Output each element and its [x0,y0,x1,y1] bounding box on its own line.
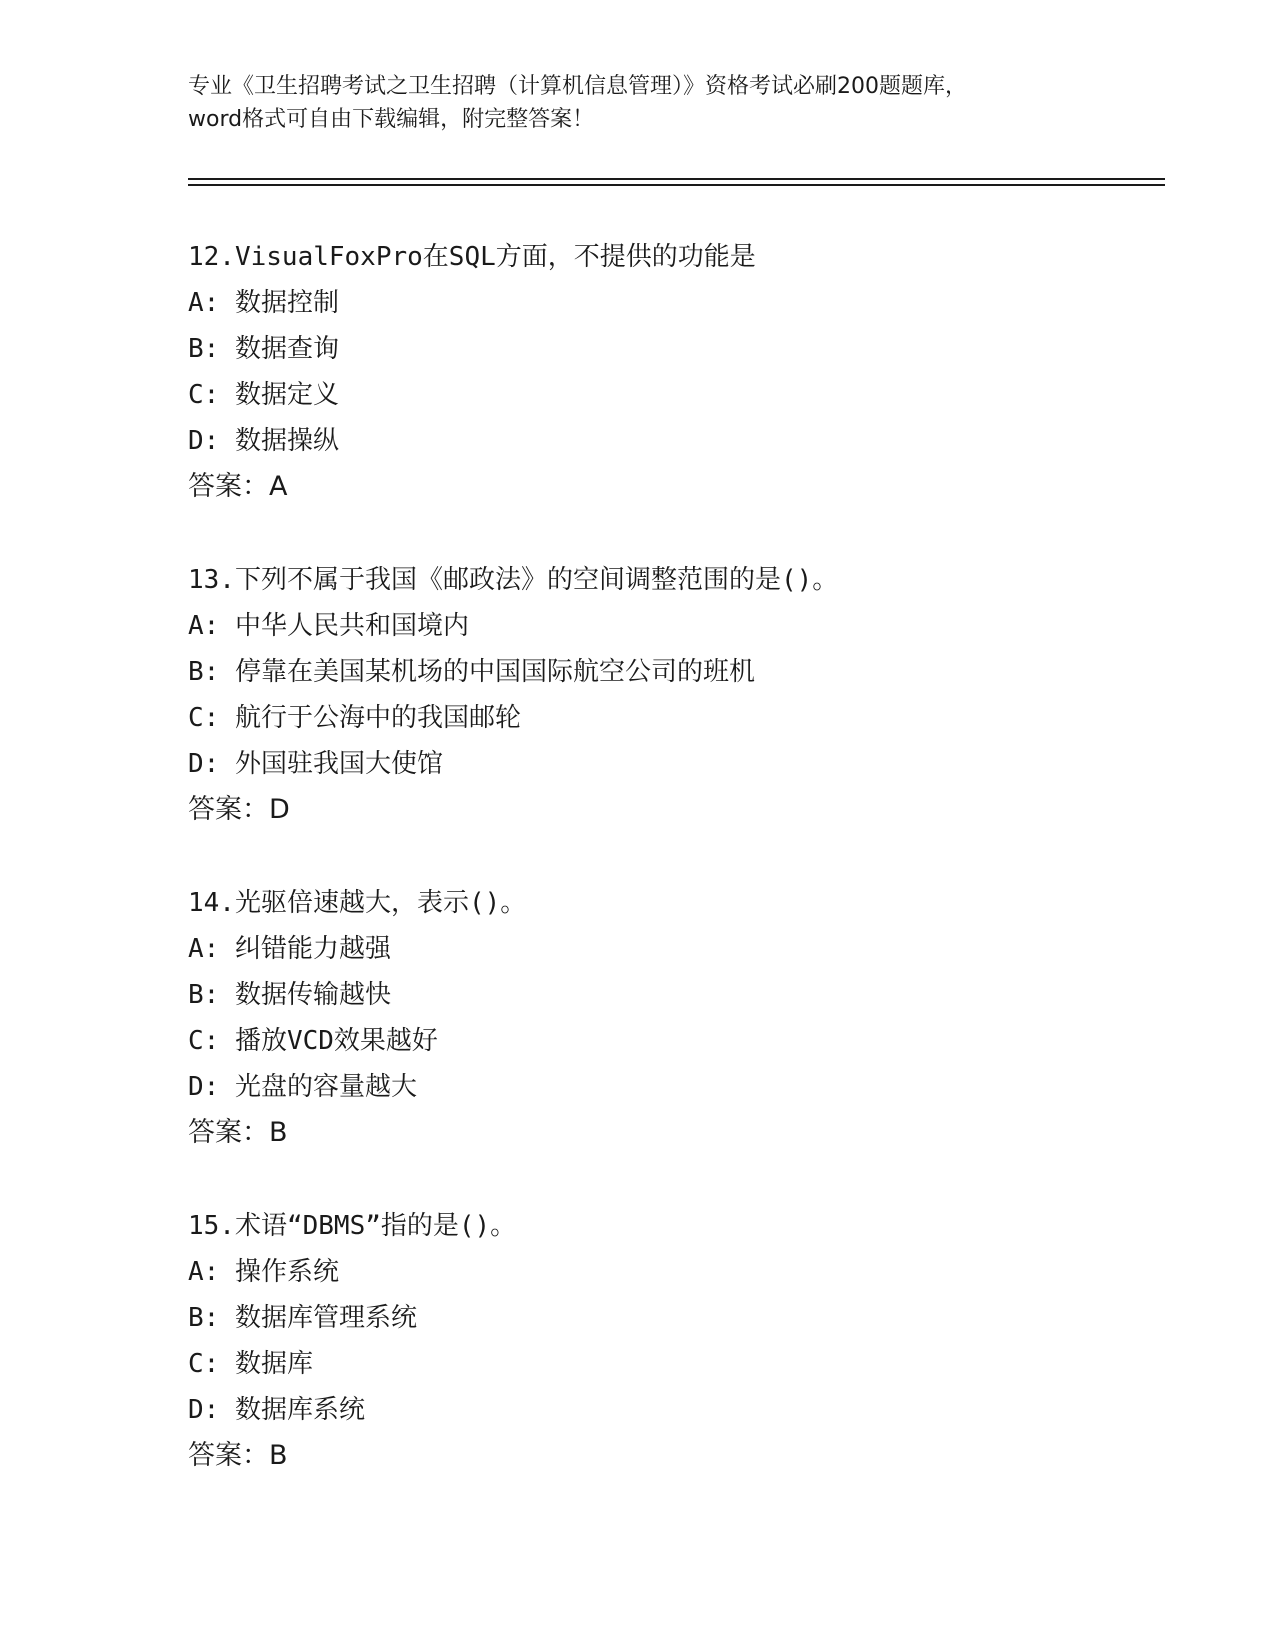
option-a: A: 纠错能力越强 [188,934,391,964]
question-stem: 15.术语“DBMS”指的是()。 [188,1211,517,1241]
answer: 答案：B [188,1117,288,1148]
option-c: C: 数据定义 [188,380,339,410]
option-d: D: 数据库系统 [188,1395,365,1425]
option-d: D: 外国驻我国大使馆 [188,749,443,779]
question-stem: 12.VisualFoxPro在SQL方面，不提供的功能是 [188,242,756,272]
answer: 答案：A [188,471,288,502]
option-c: C: 航行于公海中的我国邮轮 [188,703,521,733]
question-stem: 14.光驱倍速越大，表示()。 [188,888,527,918]
question-15 [188,1203,1168,1479]
header-line-2: word格式可自由下载编辑，附完整答案！ [188,107,595,132]
header-divider-bottom [188,184,1165,186]
document-header [188,70,1088,136]
answer: 答案：B [188,1440,288,1471]
question-stem: 13.下列不属于我国《邮政法》的空间调整范围的是()。 [188,565,839,595]
header-divider-top [188,178,1165,180]
option-d: D: 光盘的容量越大 [188,1072,417,1102]
option-b: B: 数据查询 [188,334,339,364]
option-b: B: 数据传输越快 [188,980,391,1010]
option-c: C: 播放VCD效果越好 [188,1026,438,1056]
question-12 [188,234,1168,510]
option-b: B: 停靠在美国某机场的中国国际航空公司的班机 [188,657,755,687]
option-a: A: 数据控制 [188,288,339,318]
option-a: A: 中华人民共和国境内 [188,611,469,641]
option-d: D: 数据操纵 [188,426,339,456]
option-c: C: 数据库 [188,1349,313,1379]
question-13 [188,557,1168,833]
question-14 [188,880,1168,1156]
header-line-1: 专业《卫生招聘考试之卫生招聘（计算机信息管理）》资格考试必刷200题题库， [188,74,967,99]
option-a: A: 操作系统 [188,1257,339,1287]
answer: 答案：D [188,794,290,825]
option-b: B: 数据库管理系统 [188,1303,417,1333]
